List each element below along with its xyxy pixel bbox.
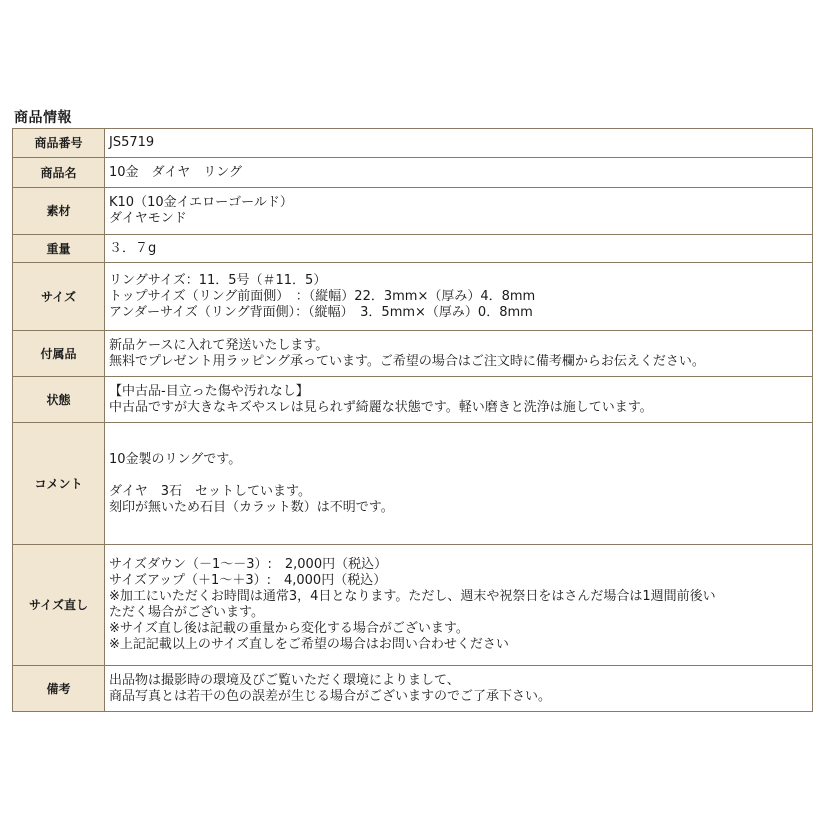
value-line: ダイヤ 3石 セットしています。 — [109, 483, 311, 499]
table-row — [13, 235, 813, 263]
row-label: 備考 — [13, 666, 105, 712]
value-line: ※上記記載以上のサイズ直しをご希望の場合はお問い合わせください — [109, 637, 509, 652]
value-line: 新品ケースに入れて発送いたします。 — [109, 337, 329, 353]
row-value — [105, 331, 813, 377]
table-row — [13, 188, 813, 235]
row-label: 重量 — [13, 235, 105, 263]
table-row — [13, 377, 813, 423]
row-label: 商品名 — [13, 158, 105, 188]
value-line: アンダーサイズ（リング背面側）：（縦幅） 3．5mm×（厚み）0．8mm — [109, 304, 533, 320]
row-label: 付属品 — [13, 331, 105, 377]
value-line: 10金 ダイヤ リング — [109, 164, 243, 180]
product-info-table — [12, 128, 813, 712]
value-line: ダイヤモンド — [109, 211, 187, 226]
value-line: ただく場合がございます。 — [109, 605, 264, 620]
value-line: サイズダウン（－1～－3）: 2,000円（税込） — [109, 557, 388, 572]
value-line: 無料でプレゼント用ラッピング承っています。ご希望の場合はご注文時に備考欄からお伝えください。 — [109, 353, 705, 369]
table-row — [13, 423, 813, 545]
value-line: K10（10金イエローゴールド） — [109, 195, 293, 210]
row-label: コメント — [13, 423, 105, 545]
value-line: リングサイズ：11．5号（＃11．5） — [109, 272, 327, 288]
value-line: JS5719 — [109, 135, 155, 150]
value-line: ※サイズ直し後は記載の重量から変化する場合がございます。 — [109, 621, 469, 636]
value-line: サイズアップ（＋1～＋3）: 4,000円（税込） — [109, 573, 387, 588]
row-label: 商品番号 — [13, 129, 105, 158]
row-label: サイズ直し — [13, 545, 105, 666]
row-value — [105, 188, 813, 235]
row-value — [105, 423, 813, 545]
table-row — [13, 129, 813, 158]
value-line: 商品写真とは若干の色の誤差が生じる場合がございますのでご了承下さい。 — [109, 688, 552, 704]
row-value — [105, 263, 813, 331]
blank-line — [109, 468, 808, 484]
row-label: 状態 — [13, 377, 105, 423]
row-value — [105, 129, 813, 158]
table-row — [13, 158, 813, 188]
value-line: 出品物は撮影時の環境及びご覧いただく環境によりまして、 — [109, 672, 460, 688]
row-value — [105, 158, 813, 188]
value-line: ３．７g — [109, 240, 157, 256]
value-line: 【中古品-目立った傷や汚れなし】 — [109, 383, 309, 399]
row-value — [105, 545, 813, 666]
row-label: サイズ — [13, 263, 105, 331]
section-title: 商品情報 — [14, 110, 72, 126]
value-line: ※加工にいただくお時間は通常3，4日となります。ただし、週末や祝祭日をはさんだ場合は1週間前後い — [109, 589, 716, 604]
value-line: 10金製のリングです。 — [109, 451, 242, 467]
table-row — [13, 331, 813, 377]
table-row — [13, 666, 813, 712]
row-value — [105, 666, 813, 712]
table-row — [13, 263, 813, 331]
value-line: 中古品ですが大きなキズやスレは見られず綺麗な状態です。軽い磨きと洗浄は施しています。 — [109, 399, 653, 415]
row-label: 素材 — [13, 188, 105, 235]
value-line: トップサイズ（リング前面側） ：（縦幅）22．3mm×（厚み）4．8mm — [109, 288, 536, 304]
row-value — [105, 235, 813, 263]
row-value — [105, 377, 813, 423]
value-line: 刻印が無いため石目（カラット数）は不明です。 — [109, 499, 394, 515]
table-row — [13, 545, 813, 666]
